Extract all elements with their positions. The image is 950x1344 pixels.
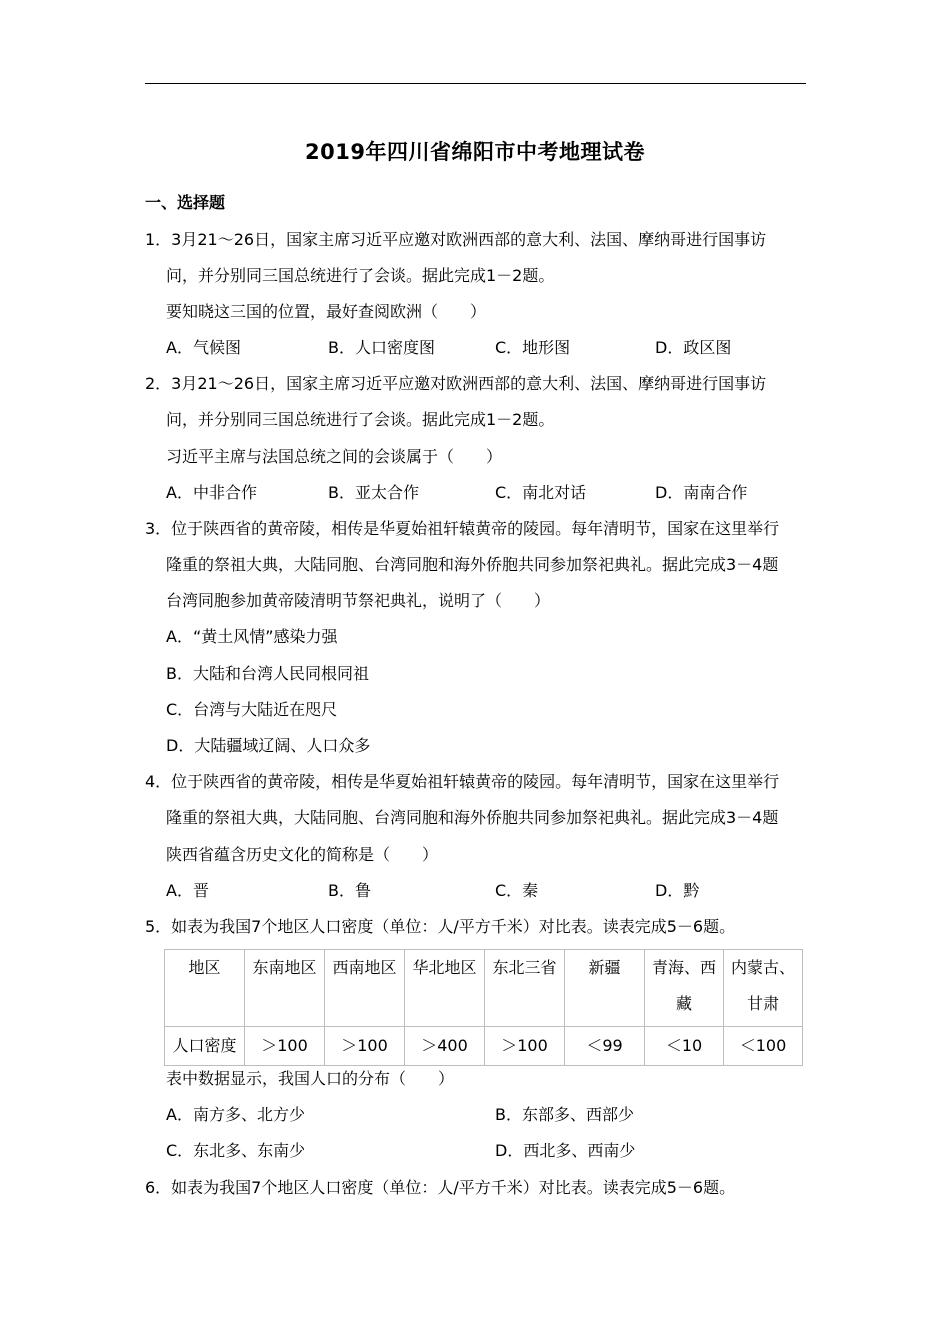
q2-stem-line2: 问，并分别同三国总统进行了会谈。据此完成1－2题。 bbox=[166, 410, 555, 429]
q5-option-c: C．东北多、东南少 bbox=[166, 1141, 306, 1160]
q6-stem: 6．如表为我国7个地区人口密度（单位：人/平方千米）对比表。读表完成5－6题。 bbox=[145, 1178, 736, 1197]
q4-option-b: B．鲁 bbox=[328, 881, 371, 900]
q4-stem-line1: 4．位于陕西省的黄帝陵，相传是华夏始祖轩辕黄帝的陵园。每年清明节，国家在这里举行 bbox=[145, 772, 780, 791]
q1-stem-line1: 1．3月21～26日，国家主席习近平应邀对欧洲西部的意大利、法国、摩纳哥进行国事访 bbox=[145, 230, 767, 249]
table-header-cell: 地区 bbox=[165, 950, 245, 1027]
table-header-cell: 新疆 bbox=[565, 950, 645, 1027]
q2-option-a: A．中非合作 bbox=[166, 483, 257, 502]
table-header-cell: 东北三省 bbox=[485, 950, 565, 1027]
q1-option-d: D．政区图 bbox=[655, 338, 732, 357]
population-density-table bbox=[164, 949, 803, 1066]
q2-option-b: B．亚太合作 bbox=[328, 483, 419, 502]
table-header-cell bbox=[645, 950, 724, 1027]
q2-option-d: D．南南合作 bbox=[655, 483, 748, 502]
table-cell: ＞100 bbox=[485, 1027, 565, 1066]
q1-stem-line2: 问，并分别同三国总统进行了会谈。据此完成1－2题。 bbox=[166, 266, 555, 285]
table-header-cell-line: 甘肃 bbox=[746, 994, 779, 1013]
table-header-cell: 西南地区 bbox=[325, 950, 405, 1027]
table-header-cell-line: 青海、西 bbox=[651, 958, 716, 977]
q5-stem: 5．如表为我国7个地区人口密度（单位：人/平方千米）对比表。读表完成5－6题。 bbox=[145, 917, 736, 936]
page-title: 2019年四川省绵阳市中考地理试卷 bbox=[305, 140, 645, 164]
table-cell: ＜100 bbox=[724, 1027, 803, 1066]
q3-question: 台湾同胞参加黄帝陵清明节祭祀典礼，说明了（ ） bbox=[166, 591, 551, 610]
table-cell: ＞400 bbox=[405, 1027, 485, 1066]
header-rule bbox=[145, 83, 806, 84]
q4-option-c: C．秦 bbox=[495, 881, 539, 900]
q5-option-b: B．东部多、西部少 bbox=[495, 1105, 634, 1124]
q3-stem-line1: 3．位于陕西省的黄帝陵，相传是华夏始祖轩辕黄帝的陵园。每年清明节，国家在这里举行 bbox=[145, 519, 780, 538]
q4-stem-line2: 隆重的祭祖大典，大陆同胞、台湾同胞和海外侨胞共同参加祭祀典礼。据此完成3－4题 bbox=[166, 808, 779, 827]
q2-question: 习近平主席与法国总统之间的会谈属于（ ） bbox=[166, 447, 503, 466]
q1-option-a: A．气候图 bbox=[166, 338, 241, 357]
table-header-cell bbox=[724, 950, 803, 1027]
section-heading: 一、选择题 bbox=[145, 193, 226, 212]
table-cell: ＞100 bbox=[245, 1027, 325, 1066]
table-cell: ＞100 bbox=[325, 1027, 405, 1066]
q1-option-c: C．地形图 bbox=[495, 338, 571, 357]
table-header-cell-line: 藏 bbox=[675, 994, 692, 1013]
table-cell: ＜10 bbox=[645, 1027, 724, 1066]
q3-option-d: D．大陆疆域辽阔、人口众多 bbox=[166, 736, 371, 755]
q2-option-c: C．南北对话 bbox=[495, 483, 587, 502]
q2-stem-line1: 2．3月21～26日，国家主席习近平应邀对欧洲西部的意大利、法国、摩纳哥进行国事访 bbox=[145, 374, 767, 393]
q5-question: 表中数据显示，我国人口的分布（ ） bbox=[166, 1069, 455, 1088]
q4-question: 陕西省蕴含历史文化的简称是（ ） bbox=[166, 845, 439, 864]
q4-option-d: D．黔 bbox=[655, 881, 700, 900]
q3-stem-line2: 隆重的祭祖大典，大陆同胞、台湾同胞和海外侨胞共同参加祭祀典礼。据此完成3－4题 bbox=[166, 555, 779, 574]
q1-question: 要知晓这三国的位置，最好查阅欧洲（ ） bbox=[166, 302, 487, 321]
q5-option-d: D．西北多、西南少 bbox=[495, 1141, 636, 1160]
q1-option-b: B．人口密度图 bbox=[328, 338, 435, 357]
q3-option-a: A．“黄土风情”感染力强 bbox=[166, 627, 338, 646]
table-header-cell: 东南地区 bbox=[245, 950, 325, 1027]
table-row-label: 人口密度 bbox=[165, 1027, 245, 1066]
table-cell: ＜99 bbox=[565, 1027, 645, 1066]
q5-option-a: A．南方多、北方少 bbox=[166, 1105, 305, 1124]
table-row bbox=[165, 1027, 803, 1066]
q3-option-b: B．大陆和台湾人民同根同祖 bbox=[166, 664, 369, 683]
table-header-cell-line: 内蒙古、 bbox=[730, 958, 795, 977]
q4-option-a: A．晋 bbox=[166, 881, 209, 900]
q3-option-c: C．台湾与大陆近在咫尺 bbox=[166, 700, 338, 719]
table-header-row bbox=[165, 950, 803, 1027]
table-header-cell: 华北地区 bbox=[405, 950, 485, 1027]
